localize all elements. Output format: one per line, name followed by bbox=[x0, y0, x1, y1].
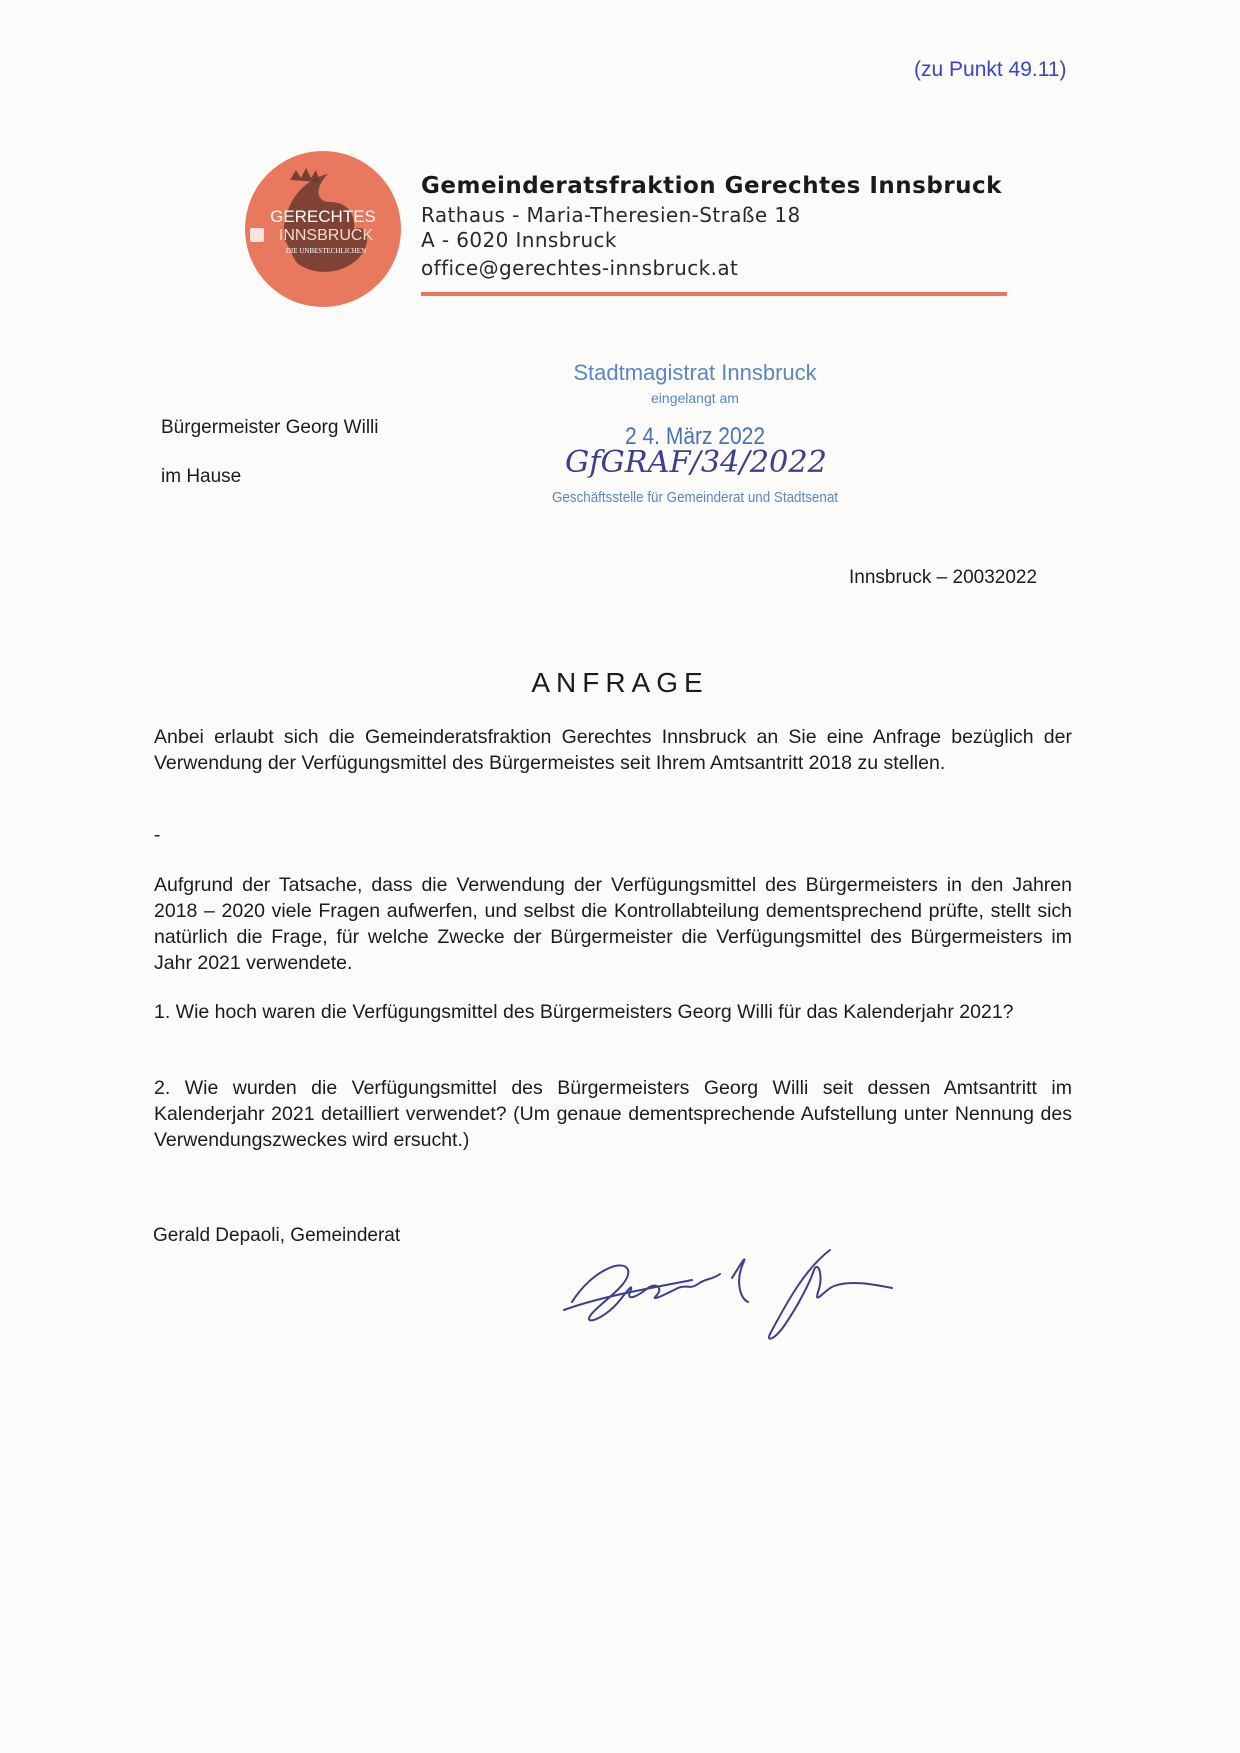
handwritten-signature bbox=[562, 1230, 942, 1345]
logo-text-3: DIE UNBESTECHLICHEN bbox=[285, 247, 367, 255]
recipient-location: im Hause bbox=[161, 466, 242, 487]
place-date-line: Innsbruck – 20032022 bbox=[849, 567, 1038, 588]
stamp-date: 2 4. März 2022 bbox=[625, 423, 765, 450]
separator-dash: - bbox=[154, 825, 161, 846]
logo-text-1: GERECHTES bbox=[270, 207, 376, 226]
stamp-title: Stadtmagistrat Innsbruck bbox=[573, 360, 817, 385]
organization-address-city: A - 6020 Innsbruck bbox=[421, 228, 617, 252]
stamp-subtitle: eingelangt am bbox=[651, 390, 739, 406]
signatory-name: Gerald Depaoli, Gemeinderat bbox=[153, 1225, 401, 1246]
organization-email: office@gerechtes-innsbruck.at bbox=[421, 256, 739, 280]
intro-paragraph: Anbei erlaubt sich die Gemeinderatsfraktion Gerechtes Innsbruck an Sie eine Anfrage bezüglich der Verwendung der Verfügungsmittel des Bürgermeistes seit Ihrem Amtsantritt 2018 zu stellen. bbox=[154, 726, 1072, 774]
organization-address-street: Rathaus - Maria-Theresien-Straße 18 bbox=[421, 203, 801, 227]
stamp-handwritten-reference: GfGRAF/34/2022 bbox=[565, 445, 827, 480]
document-title: ANFRAGE bbox=[531, 667, 709, 698]
recipient-name: Bürgermeister Georg Willi bbox=[161, 417, 379, 438]
question-1: 1. Wie hoch waren die Verfügungsmittel des Bürgermeisters Georg Willi für das Kalenderjahr 2021? bbox=[154, 1001, 1014, 1023]
party-logo bbox=[244, 150, 402, 308]
receipt-stamp bbox=[545, 358, 845, 514]
organization-name: Gemeinderatsfraktion Gerechtes Innsbruck bbox=[421, 173, 1002, 199]
letterhead-divider bbox=[421, 292, 1007, 296]
stamp-office: Geschäftsstelle für Gemeinderat und Stadtsenat bbox=[552, 489, 839, 506]
logo-text-2: INNSBRUCK bbox=[278, 227, 374, 244]
context-paragraph: Aufgrund der Tatsache, dass die Verwendung der Verfügungsmittel des Bürgermeisters in den Jahren 2018 – 2020 viele Fragen aufwerfen, und selbst die Kontrollabteilung dementsprechend prüfte, stellt sich natürlich die Frage, für welche Zwecke der Bürgermeister die Verfügungsmittel des Bürgermeisters im Jahr 2021 verwendete. bbox=[154, 874, 1072, 974]
page-reference-note: (zu Punkt 49.11) bbox=[914, 58, 1067, 81]
question-2: 2. Wie wurden die Verfügungsmittel des Bürgermeisters Georg Willi seit dessen Amtsantritt im Kalenderjahr 2021 detailliert verwendet? (Um genaue dementsprechende Aufstellung unter Nennung des Verwendungszweckes wird ersucht.) bbox=[154, 1077, 1072, 1151]
